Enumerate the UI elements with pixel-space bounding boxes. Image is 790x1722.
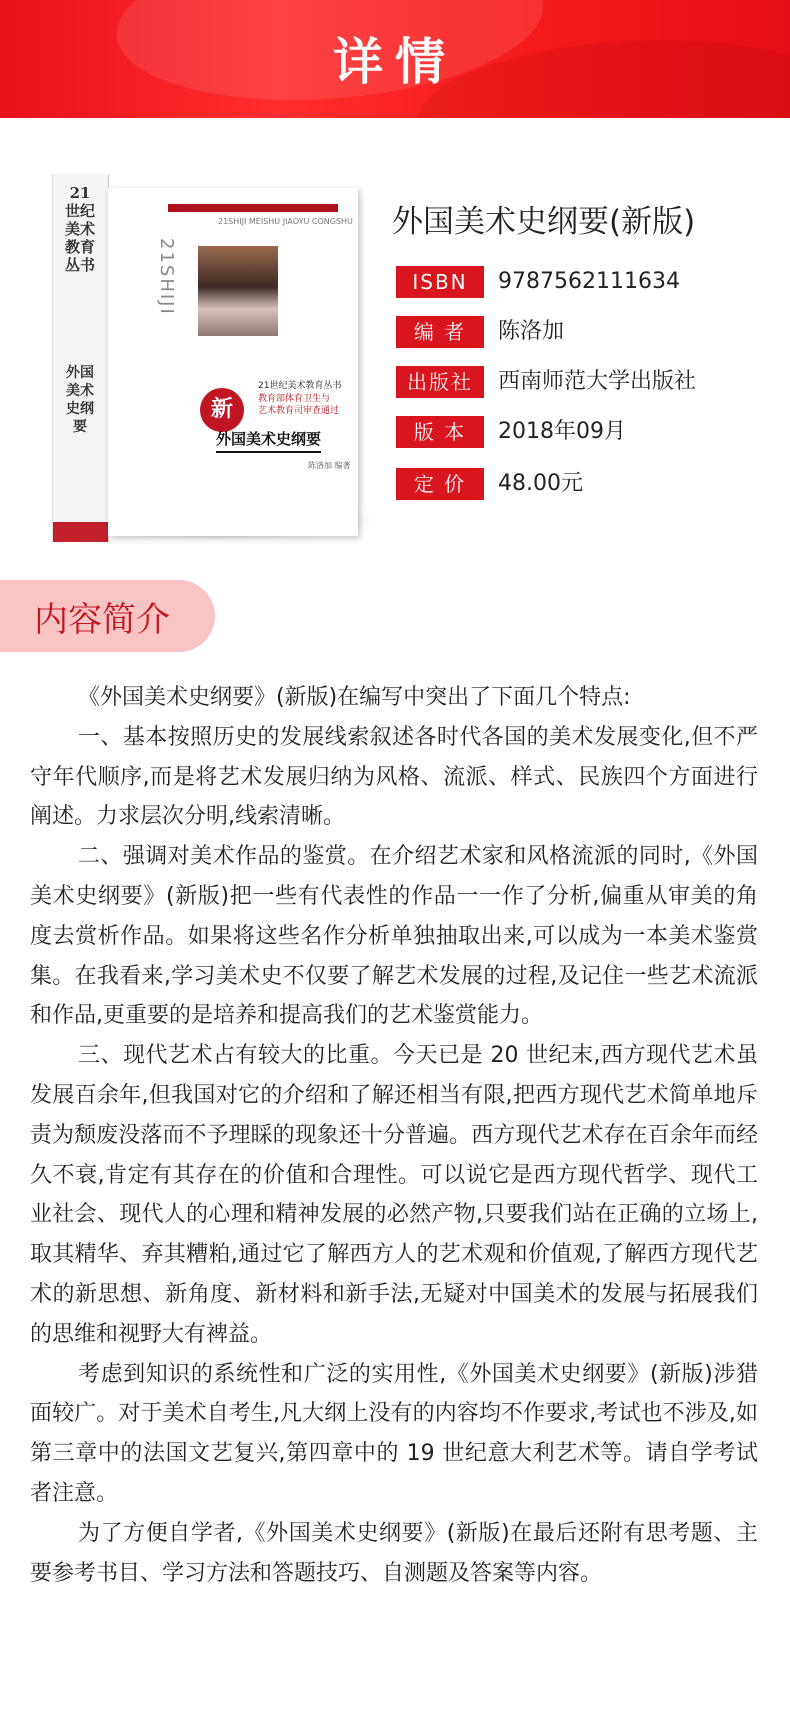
description-paragraph: 考虑到知识的系统性和广泛的实用性,《外国美术史纲要》(新版)涉猎面较广。对于美术自考生,凡大纲上没有的内容均不作要求,考试也不涉及,如第三章中的法国文艺复兴,第四章中的 19 世纪意大利艺术等。请自学考试者注意。 (30, 1361, 758, 1506)
info-label: 版 本 (396, 416, 484, 448)
new-edition-badge: 新 (200, 388, 244, 432)
description-paragraph: 二、强调对美术作品的鉴赏。在介绍艺术家和风格流派的同时,《外国美术史纲要》(新版)把一些有代表性的作品一一作了分析,偏重从审美的角度去赏析作品。如果将这些名作分析单独抽取出来,可以成为一本美术鉴赏集。在我看来,学习美术史不仅要了解艺术发展的过程,及记住一些艺术流派和作品,更重要的是培养和提高我们的艺术鉴赏能力。 (30, 844, 758, 1029)
header-title: 详情 (333, 33, 457, 91)
info-label: 出版社 (396, 366, 484, 398)
info-value: 9787562111634 (498, 269, 680, 294)
description-body (30, 678, 758, 1593)
cover-note-line1: 教育部体育卫生与 (258, 394, 331, 404)
cover-portrait-image (198, 246, 278, 336)
description-paragraph: 《外国美术史纲要》(新版)在编写中突出了下面几个特点: (78, 685, 631, 710)
info-value: 2018年09月 (498, 419, 626, 444)
section-header (0, 580, 215, 652)
info-label: 编 者 (396, 316, 484, 348)
description-paragraph: 为了方便自学者,《外国美术史纲要》(新版)在最后还附有思考题、主要参考书目、学习方法和答题技巧、自测题及答案等内容。 (30, 1520, 758, 1586)
spine-series: 21世纪美术教育丛书 (65, 184, 96, 274)
spine-title: 外国美术史纲要 (66, 365, 94, 435)
description-paragraph: 三、现代艺术占有较大的比重。今天已是 20 世纪末,西方现代艺术虽发展百余年,但我国对它的介绍和了解还相当有限,把西方现代艺术简单地斥责为颓废没落而不予理睬的现象还十分普遍。西方现代艺术存在百余年而经久不衰,肯定有其存在的价值和合理性。可以说它是西方现代哲学、现代工业社会、现代人的心理和精神发展的必然产物,只要我们站在正确的立场上,取其精华、弃其糟粕,通过它了解西方人的艺术观和价值观,了解西方现代艺术的新思想、新角度、新材料和新手法,无疑对中国美术的发展与拓展我们的思维和视野大有裨益。 (30, 1043, 758, 1347)
cover-series: 21世纪美术教育丛书 (258, 381, 342, 391)
info-value: 48.00元 (498, 471, 583, 496)
cover-author: 陈洛加 编著 (308, 461, 351, 470)
info-value: 西南师范大学出版社 (498, 369, 697, 394)
info-label: ISBN (396, 266, 484, 298)
description-paragraph: 一、基本按照历史的发展线索叙述各时代各国的美术发展变化,但不严守年代顺序,而是将艺术发展归纳为风格、流派、样式、民族四个方面进行阐述。力求层次分明,线索清晰。 (30, 724, 758, 830)
cover-note-line2: 艺术教育司审查通过 (258, 406, 340, 416)
book-front (108, 188, 358, 536)
spine-bottom-band (53, 522, 108, 542)
book-spine (52, 174, 109, 542)
book-cover-image (30, 170, 360, 550)
cover-top-bar (168, 204, 338, 212)
info-value: 陈洛加 (498, 319, 565, 344)
info-label: 定 价 (396, 468, 484, 500)
section-title: 内容简介 (34, 600, 170, 640)
cover-title: 外国美术史纲要 (216, 428, 321, 453)
book-title: 外国美术史纲要(新版) (392, 204, 696, 240)
cover-pinyin: 21SHIJI MEISHU JIAOYU CONGSHU (218, 217, 353, 226)
header-banner (0, 0, 790, 118)
cover-note (258, 393, 339, 417)
cover-vertical-label: 21SHIJI (156, 238, 177, 316)
